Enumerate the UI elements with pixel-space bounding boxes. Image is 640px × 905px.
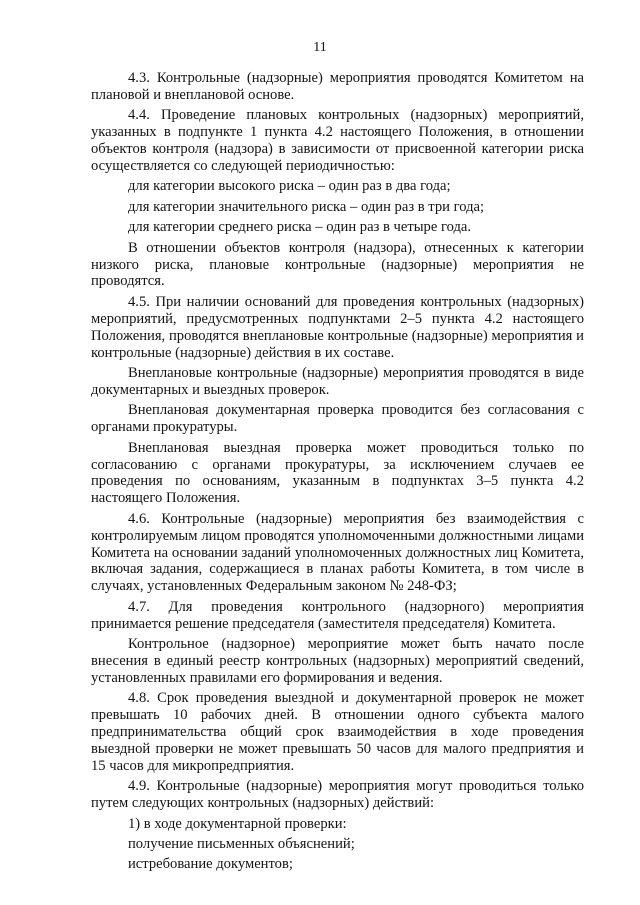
paragraph-4-7: 4.7. Для проведения контрольного (надзорного) мероприятия принимается решение председателя (заместителя председателя) Комитета. xyxy=(91,598,584,632)
paragraph-4-5: 4.5. При наличии оснований для проведения контрольных (надзорных) мероприятий, предусмотренных подпунктами 2–5 пункта 4.2 настоящего Положения, проводятся внеплановые контрольные (надзорные) мероприятия и контрольные (надзорные) действия в их составе. xyxy=(91,293,584,361)
list-item-written-explanations: получение письменных объяснений; xyxy=(128,836,355,853)
paragraph-4-6: 4.6. Контрольные (надзорные) мероприятия без взаимодействия с контролируемым лицом проводятся уполномоченными должностными лицами Комитета на основании заданий уполномоченных должностных лиц Комитета, включая задания, содержащиеся в планах работы Комитета, в том числе в случаях, установленных Федеральным законом № 248-ФЗ; xyxy=(91,510,584,595)
paragraph-unscheduled-types: Внеплановые контрольные (надзорные) мероприятия проводятся в виде документарных и выездных проверок. xyxy=(91,365,584,398)
list-item-document-request: истребование документов; xyxy=(128,856,293,873)
list-item-high-risk: для категории высокого риска – один раз в два года; xyxy=(128,178,451,195)
list-item-significant-risk: для категории значительного риска – один раз в три года; xyxy=(128,198,485,215)
document-body xyxy=(91,70,584,877)
paragraph-low-risk: В отношении объектов контроля (надзора), отнесенных к категории низкого риска, плановые контрольные (надзорные) мероприятия не проводятся. xyxy=(91,239,584,290)
paragraph-register: Контрольное (надзорное) мероприятие может быть начато после внесения в единый реестр контрольных (надзорных) мероприятий сведений, установленных правилами его формирования и ведения. xyxy=(91,636,584,686)
paragraph-4-3: 4.3. Контрольные (надзорные) мероприятия проводятся Комитетом на плановой и внеплановой основе. xyxy=(91,70,584,103)
list-item-medium-risk: для категории среднего риска – один раз в четыре года. xyxy=(128,219,472,236)
paragraph-onsite-check: Внеплановая выездная проверка может проводиться только по согласованию с органами прокуратуры, за исключением случаев ее проведения по основаниям, указанным в подпунктах 3–5 пункта 4.2 настоящего Положения. xyxy=(91,439,584,507)
paragraph-documentary-check: Внеплановая документарная проверка проводится без согласования с органами прокуратуры. xyxy=(91,402,584,436)
list-item-documentary: 1) в ходе документарной проверки: xyxy=(128,815,347,832)
paragraph-4-4: 4.4. Проведение плановых контрольных (надзорных) мероприятий, указанных в подпункте 1 пункта 4.2 настоящего Положения, в отношении объектов контроля (надзора) в зависимости от присвоенной категории риска осуществляется со следующей периодичностью: xyxy=(91,107,584,175)
paragraph-4-8: 4.8. Срок проведения выездной и документарной проверок не может превышать 10 рабочих дней. В отношении одного субъекта малого предпринимательства общий срок взаимодействия в ходе проведения выездной проверки не может превышать 50 часов для малого предприятия и 15 часов для микропредприятия. xyxy=(91,690,584,774)
page-number: 11 xyxy=(313,40,327,55)
paragraph-4-9: 4.9. Контрольные (надзорные) мероприятия могут проводиться только путем следующих контрольных (надзорных) действий: xyxy=(91,778,584,812)
